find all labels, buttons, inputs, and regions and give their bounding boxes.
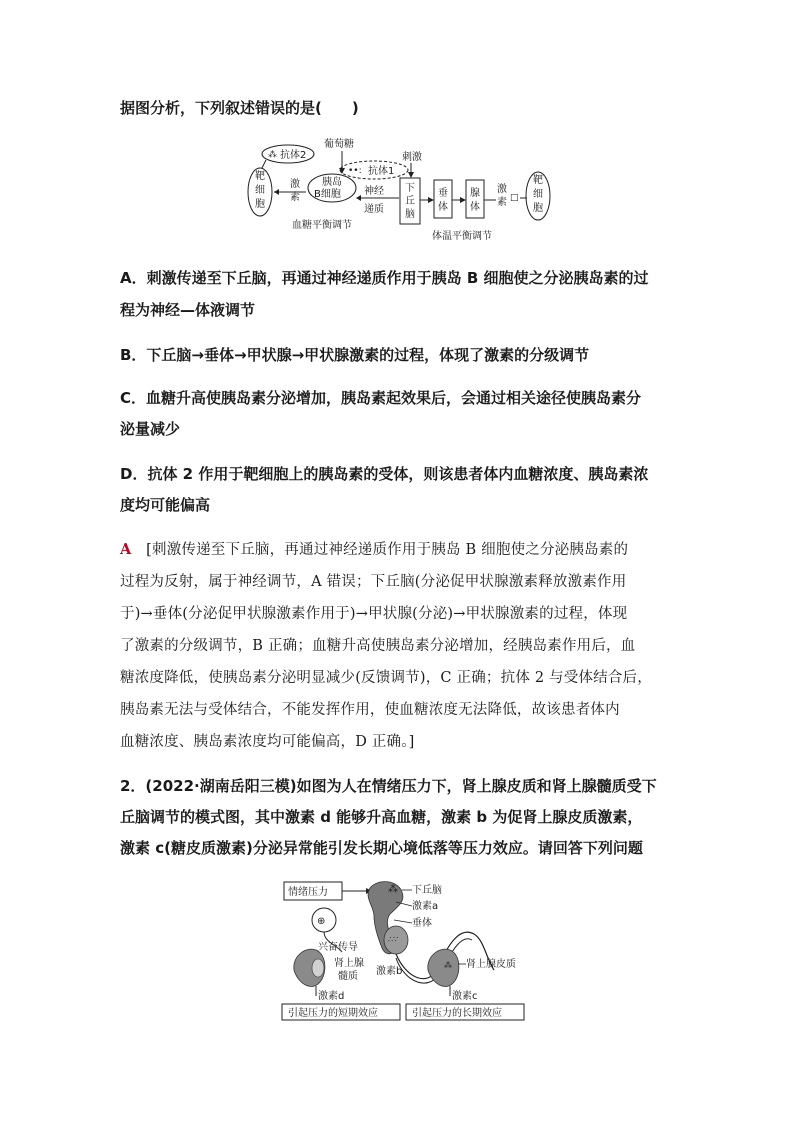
question2-line3: 激素 c(糖皮质激素)分泌异常能引发长期心境低落等压力效应。请回答下列问题: [120, 839, 643, 857]
svg-text:∴∵: ∴∵: [388, 935, 399, 944]
cortex-label: 肾上腺皮质: [466, 959, 516, 970]
svg-text:脑: 脑: [405, 209, 415, 220]
option-a-line2: 程为神经—体液调节: [120, 301, 256, 319]
answer-line3: 于)→垂体(分泌促甲状腺激素作用于)→甲状腺(分泌)→甲状腺激素的过程，体现: [120, 606, 628, 622]
svg-text:体: 体: [470, 202, 480, 213]
stimulus-label: 刺激: [402, 152, 422, 163]
option-d-line1: D．抗体 2 作用于靶细胞上的胰岛素的受体，则该患者体内血糖浓度、胰岛素浓: [120, 465, 649, 483]
answer-line7: 血糖浓度、胰岛素浓度均可能偏高，D 正确。]: [120, 734, 415, 750]
option-d-line2: 度均可能偏高: [120, 496, 211, 514]
answer-line5: 糖浓度降低，使胰岛素分泌明显减少(反馈调节)，C 正确；抗体 2 与受体结合后，: [120, 670, 652, 686]
hypothalamus-label: 下丘脑: [412, 885, 442, 896]
svg-text:胰岛: 胰岛: [322, 177, 342, 188]
question1-stem: 据图分析，下列叙述错误的是( ): [120, 99, 359, 117]
answer-line4: 了激素的分级调节，B 正确；血糖升高使胰岛素分泌增加，经胰岛素作用后，血: [120, 638, 636, 654]
emotional-stress-label: 情绪压力: [288, 887, 328, 898]
question2-line1: 2．(2022·湖南岳阳三模)如图为人在情绪压力下，肾上腺皮质和肾上腺髓质受下: [120, 777, 657, 795]
svg-text:胞: 胞: [255, 199, 265, 210]
answer-line6: 胰岛素无法与受体结合，不能发挥作用，使血糖浓度无法降低，故该患者体内: [120, 702, 620, 718]
hormone-a-label: 激素a: [412, 901, 439, 912]
answer-line2: 过程为反射，属于神经调节，A 错误；下丘脑(分泌促甲状腺激素释放激素作用: [120, 574, 627, 590]
antibody2-label: 抗体2: [280, 150, 307, 161]
svg-text:⁂: ⁂: [388, 884, 398, 895]
glucose-label: 葡萄糖: [324, 139, 354, 150]
figure-stress-regulation: [278, 878, 534, 1024]
answer-line1: A [刺激传递至下丘脑，再通过神经递质作用于胰岛 B 细胞使之分泌胰岛素的: [120, 541, 629, 558]
svg-text:垂: 垂: [438, 188, 448, 199]
medulla-label-1: 肾上腺: [334, 958, 364, 969]
option-b: B．下丘脑→垂体→甲状腺→甲状腺激素的过程，体现了激素的分级调节: [120, 346, 590, 364]
svg-text:素: 素: [290, 192, 300, 203]
hormone-d-label: 激素d: [318, 991, 345, 1002]
svg-text:B细胞: B细胞: [314, 189, 341, 200]
excitation-label: 兴奋传导: [318, 942, 358, 953]
short-effect-label: 引起压力的短期效应: [288, 1008, 378, 1019]
pituitary-label: 垂体: [412, 918, 432, 929]
option-c-line1: C．血糖升高使胰岛素分泌增加，胰岛素起效果后，会通过相关途径使胰岛素分: [120, 389, 642, 407]
svg-text:□: □: [510, 193, 519, 203]
hormone-right-label: 激: [497, 184, 507, 195]
svg-text:细: 细: [255, 185, 265, 196]
long-effect-label: 引起压力的长期效应: [412, 1008, 502, 1019]
caption-blood-glucose: 血糖平衡调节: [292, 220, 352, 231]
option-a-line1: A．刺激传递至下丘脑，再通过神经递质作用于胰岛 B 细胞使之分泌胰岛素的过: [120, 269, 649, 287]
svg-text:递质: 递质: [364, 204, 384, 215]
hormone-c-label: 激素c: [452, 991, 478, 1002]
answer-letter: A: [120, 541, 132, 558]
antibody1-label: 抗体1: [368, 166, 395, 177]
option-c-line2: 泌量减少: [120, 420, 181, 438]
svg-text:胞: 胞: [533, 203, 543, 214]
svg-text:⁂: ⁂: [268, 150, 277, 160]
svg-text:素: 素: [497, 197, 507, 208]
svg-text:靶: 靶: [533, 175, 543, 186]
svg-text:⊕: ⊕: [317, 916, 326, 927]
hormone-left-label: 激: [290, 179, 300, 190]
figure-blood-glucose-temperature: [244, 136, 554, 246]
hormone-b-label: 激素b: [376, 966, 403, 977]
svg-text:腺: 腺: [470, 188, 480, 199]
svg-text:丘: 丘: [405, 196, 415, 207]
svg-text:神经: 神经: [364, 186, 384, 197]
question2-line2: 丘脑调节的模式图，其中激素 d 能够升高血糖，激素 b 为促肾上腺皮质激素，: [120, 808, 643, 826]
svg-text:体: 体: [438, 202, 448, 213]
svg-text:⁂: ⁂: [444, 961, 452, 970]
svg-text:下: 下: [405, 183, 415, 194]
caption-temperature: 体温平衡调节: [432, 231, 492, 242]
target-left-label: 靶: [255, 171, 265, 182]
svg-text:••:: ••:: [348, 166, 362, 176]
svg-text:细: 细: [533, 189, 543, 200]
medulla-label-2: 髓质: [338, 971, 358, 982]
